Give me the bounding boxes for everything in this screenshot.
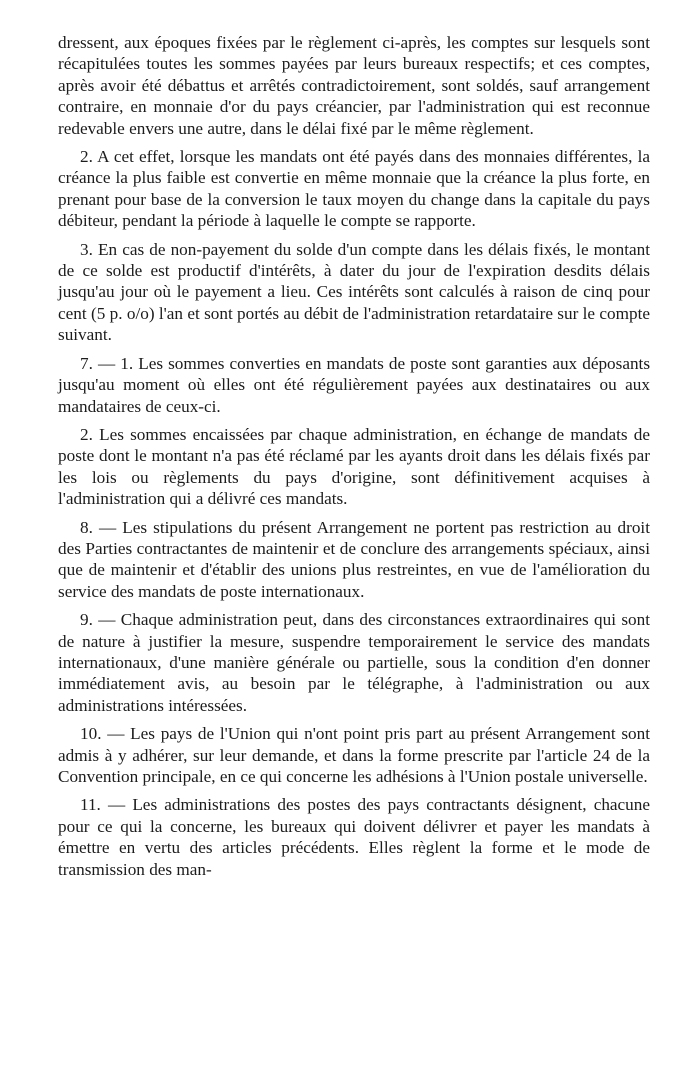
paragraph-number: 3.: [80, 239, 93, 259]
paragraph-6-3: [58, 239, 650, 346]
paragraph-article-10: [58, 723, 650, 787]
paragraph-text: En cas de non-payement du solde d'un compte dans les délais fixés, le montant de ce solde est productif d'intérêts, à dater du jour de l'expiration desdits délais jusqu'au jour où le payement a lieu. Ces intérêts sont calculés à raison de cinq pour cent (5 p. o/o) l'an et sont portés au débit de l'administration retardataire sur le compte suivant.: [58, 239, 651, 345]
paragraph-6-2: [58, 146, 650, 232]
paragraph-article-9: [58, 609, 650, 716]
paragraph-number: 10. —: [80, 724, 125, 744]
paragraph-text: Les sommes converties en mandats de poste sont garanties aux déposants jusqu'au moment où elles ont été régulièrement payées aux destinataires ou aux mandataires de ceux-ci.: [58, 353, 651, 416]
paragraph-text: A cet effet, lorsque les mandats ont été payés dans des monnaies différentes, la créance la plus faible est convertie en même monnaie que la créance la plus forte, en prenant pour base de la conversion le taux moyen du change dans la capitale du pays débiteur, pendant la période à laquelle le compte se rapporte.: [58, 147, 651, 231]
paragraph-text: Les pays de l'Union qui n'ont point pris part au présent Arrangement sont admis à y adhérer, sur leur demande, et dans la forme prescrite par l'article 24 de la Convention principale, en ce qui concerne les adhésions à l'Union postale universelle.: [58, 724, 651, 786]
paragraph-continuation: [58, 32, 650, 139]
paragraph-article-11: [58, 794, 650, 880]
paragraph-number: 8. —: [80, 517, 117, 537]
paragraph-number: 2.: [80, 424, 93, 444]
paragraph-text: Chaque administration peut, dans des circonstances extraordinaires qui sont de nature à justifier la mesure, suspendre temporairement le service des mandats internationaux, d'une manière générale ou partielle, sous la condition d'en donner immédiatement avis, au besoin par le télégraphe, à l'administration ou aux administrations intéressées.: [58, 610, 650, 715]
paragraph-text: Les administrations des postes des pays contractants désignent, chacune pour ce qui la concerne, les bureaux qui doivent délivrer et payer les mandats à émettre en vertu des articles précédents. Elles règlent la forme et le mode de transmission des man-: [58, 795, 650, 879]
paragraph-text: Les stipulations du présent Arrangement ne portent pas restriction au droit des Parties contractantes de maintenir et de conclure des arrangements spéciaux, ainsi que de maintenir et d'établir des unions plus restreintes, en vue de l'amélioration du service des mandats de poste internationaux.: [58, 517, 650, 601]
paragraph-text: Les sommes encaissées par chaque administration, en échange de mandats de poste dont le montant n'a pas été réclamé par les ayants droit dans les délais fixés par les lois ou règlements du pays d'origine, sont définitivement acquises à l'administration qui a délivré ces mandats.: [58, 424, 650, 509]
paragraph-number: 9. —: [80, 610, 116, 630]
document-page: [58, 32, 650, 887]
paragraph-7-2: [58, 424, 650, 510]
paragraph-text: dressent, aux époques fixées par le règlement ci-après, les comptes sur lesquels sont récapitulées toutes les sommes payées par leurs bureaux respectifs; et ces comptes, après avoir été débattus et arrêtés contradictoirement, sont soldés, sauf arrangement contraire, en monnaie d'or du pays créancier, par l'administration qui est reconnue redevable envers une autre, dans le délai fixé par le même règlement.: [58, 33, 650, 138]
paragraph-number: 7. — 1.: [80, 353, 134, 373]
paragraph-number: 11. —: [80, 795, 126, 815]
paragraph-7-1: [58, 353, 650, 417]
paragraph-number: 2.: [80, 147, 93, 167]
paragraph-article-8: [58, 517, 650, 603]
